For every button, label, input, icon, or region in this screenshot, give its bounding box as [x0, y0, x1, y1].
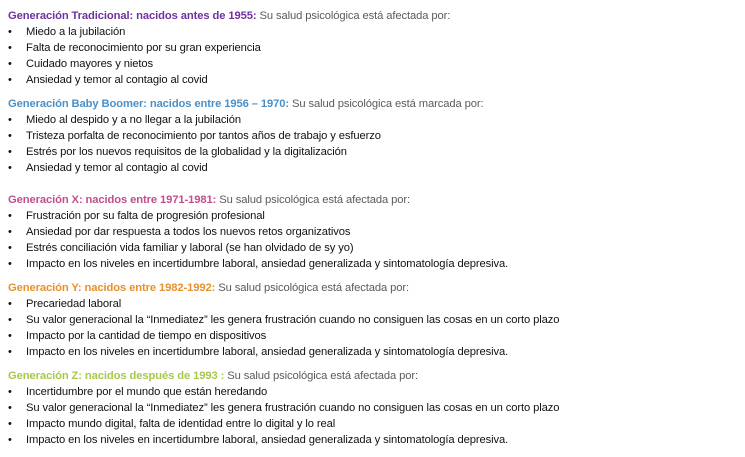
section-heading	[8, 8, 741, 24]
list-item	[8, 112, 741, 128]
generation-title: Generación X: nacidos entre 1971-1981:	[8, 194, 217, 206]
bullet-icon: •	[8, 242, 12, 254]
list-item-text: Impacto en los niveles en incertidumbre laboral, ansiedad generalizada y sintomatología depresiva.	[26, 346, 509, 358]
section-description: Su salud psicológica está afectada por:	[224, 370, 418, 382]
bullet-icon: •	[8, 210, 12, 222]
list-item	[8, 56, 741, 72]
list-item	[8, 432, 741, 448]
list-item-text: Impacto en los niveles en incertidumbre laboral, ansiedad generalizada y sintomatología depresiva.	[26, 434, 509, 446]
list-item-text: Cuidado mayores y nietos	[26, 58, 153, 70]
list-item-text: Incertidumbre por el mundo que están heredando	[26, 386, 268, 398]
section-generacion-baby-boomer	[8, 96, 741, 176]
list-item-text: Tristeza porfalta de reconocimiento por tantos años de trabajo y esfuerzo	[26, 130, 381, 142]
section-heading	[8, 192, 741, 208]
list-item-text: Ansiedad y temor al contagio al covid	[26, 74, 208, 86]
bullet-icon: •	[8, 346, 12, 358]
list-item	[8, 160, 741, 176]
list-item-text: Estrés conciliación vida familiar y laboral (se han olvidado de sy yo)	[26, 242, 354, 254]
section-description: Su salud psicológica está afectada por:	[256, 10, 451, 22]
section-generacion-tradicional	[8, 8, 741, 88]
list-item-text: Frustración por su falta de progresión profesional	[26, 210, 265, 222]
bullet-icon: •	[8, 314, 12, 326]
bullet-icon: •	[8, 42, 12, 54]
list-item-text: Precariedad laboral	[26, 298, 122, 310]
section-generacion-x	[8, 192, 741, 272]
section-generacion-z	[8, 368, 741, 448]
list-item-text: Miedo a la jubilación	[26, 26, 126, 38]
list-item	[8, 296, 741, 312]
bullet-icon: •	[8, 26, 12, 38]
list-item	[8, 312, 741, 328]
list-item	[8, 128, 741, 144]
section-description: Su salud psicológica está afectada por:	[215, 282, 409, 294]
bullet-icon: •	[8, 330, 12, 342]
bullet-icon: •	[8, 130, 12, 142]
section-generacion-y	[8, 280, 741, 360]
symptom-list	[8, 384, 741, 448]
section-heading	[8, 280, 741, 296]
bullet-icon: •	[8, 114, 12, 126]
list-item-text: Impacto por la cantidad de tiempo en dispositivos	[26, 330, 267, 342]
list-item	[8, 72, 741, 88]
bullet-icon: •	[8, 162, 12, 174]
list-item-text: Ansiedad y temor al contagio al covid	[26, 162, 208, 174]
list-item	[8, 328, 741, 344]
list-item	[8, 224, 741, 240]
section-heading	[8, 368, 741, 384]
list-item-text: Impacto mundo digital, falta de identidad entre lo digital y lo real	[26, 418, 336, 430]
list-item	[8, 208, 741, 224]
list-item	[8, 384, 741, 400]
list-item-text: Su valor generacional la “Inmediatez” les genera frustración cuando no consiguen las cosas en un corto plazo	[26, 314, 560, 326]
bullet-icon: •	[8, 418, 12, 430]
list-item-text: Estrés por los nuevos requisitos de la globalidad y la digitalización	[26, 146, 347, 158]
list-item	[8, 400, 741, 416]
symptom-list	[8, 208, 741, 272]
list-item	[8, 256, 741, 272]
list-item	[8, 40, 741, 56]
list-item-text: Su valor generacional la “Inmediatez” les genera frustración cuando no consiguen las cosas en un corto plazo	[26, 402, 560, 414]
bullet-icon: •	[8, 386, 12, 398]
symptom-list	[8, 296, 741, 360]
section-description: Su salud psicológica está marcada por:	[289, 98, 484, 110]
list-item	[8, 144, 741, 160]
list-item	[8, 416, 741, 432]
bullet-icon: •	[8, 258, 12, 270]
symptom-list	[8, 24, 741, 88]
generation-title: Generación Z: nacidos después de 1993 :	[8, 370, 225, 382]
bullet-icon: •	[8, 298, 12, 310]
list-item-text: Ansiedad por dar respuesta a todos los nuevos retos organizativos	[26, 226, 351, 238]
generation-title: Generación Baby Boomer: nacidos entre 1956 – 1970:	[8, 98, 290, 110]
symptom-list	[8, 112, 741, 176]
generation-title: Generación Y: nacidos entre 1982-1992:	[8, 282, 216, 294]
list-item-text: Falta de reconocimiento por su gran experiencia	[26, 42, 261, 54]
list-item-text: Impacto en los niveles en incertidumbre laboral, ansiedad generalizada y sintomatología depresiva.	[26, 258, 509, 270]
bullet-icon: •	[8, 146, 12, 158]
bullet-icon: •	[8, 434, 12, 446]
section-heading	[8, 96, 741, 112]
bullet-icon: •	[8, 58, 12, 70]
list-item	[8, 240, 741, 256]
section-description: Su salud psicológica está afectada por:	[216, 194, 411, 206]
list-item-text: Miedo al despido y a no llegar a la jubilación	[26, 114, 241, 126]
bullet-icon: •	[8, 226, 12, 238]
bullet-icon: •	[8, 74, 12, 86]
list-item	[8, 344, 741, 360]
generation-title: Generación Tradicional: nacidos antes de 1955:	[8, 10, 257, 22]
bullet-icon: •	[8, 402, 12, 414]
list-item	[8, 24, 741, 40]
